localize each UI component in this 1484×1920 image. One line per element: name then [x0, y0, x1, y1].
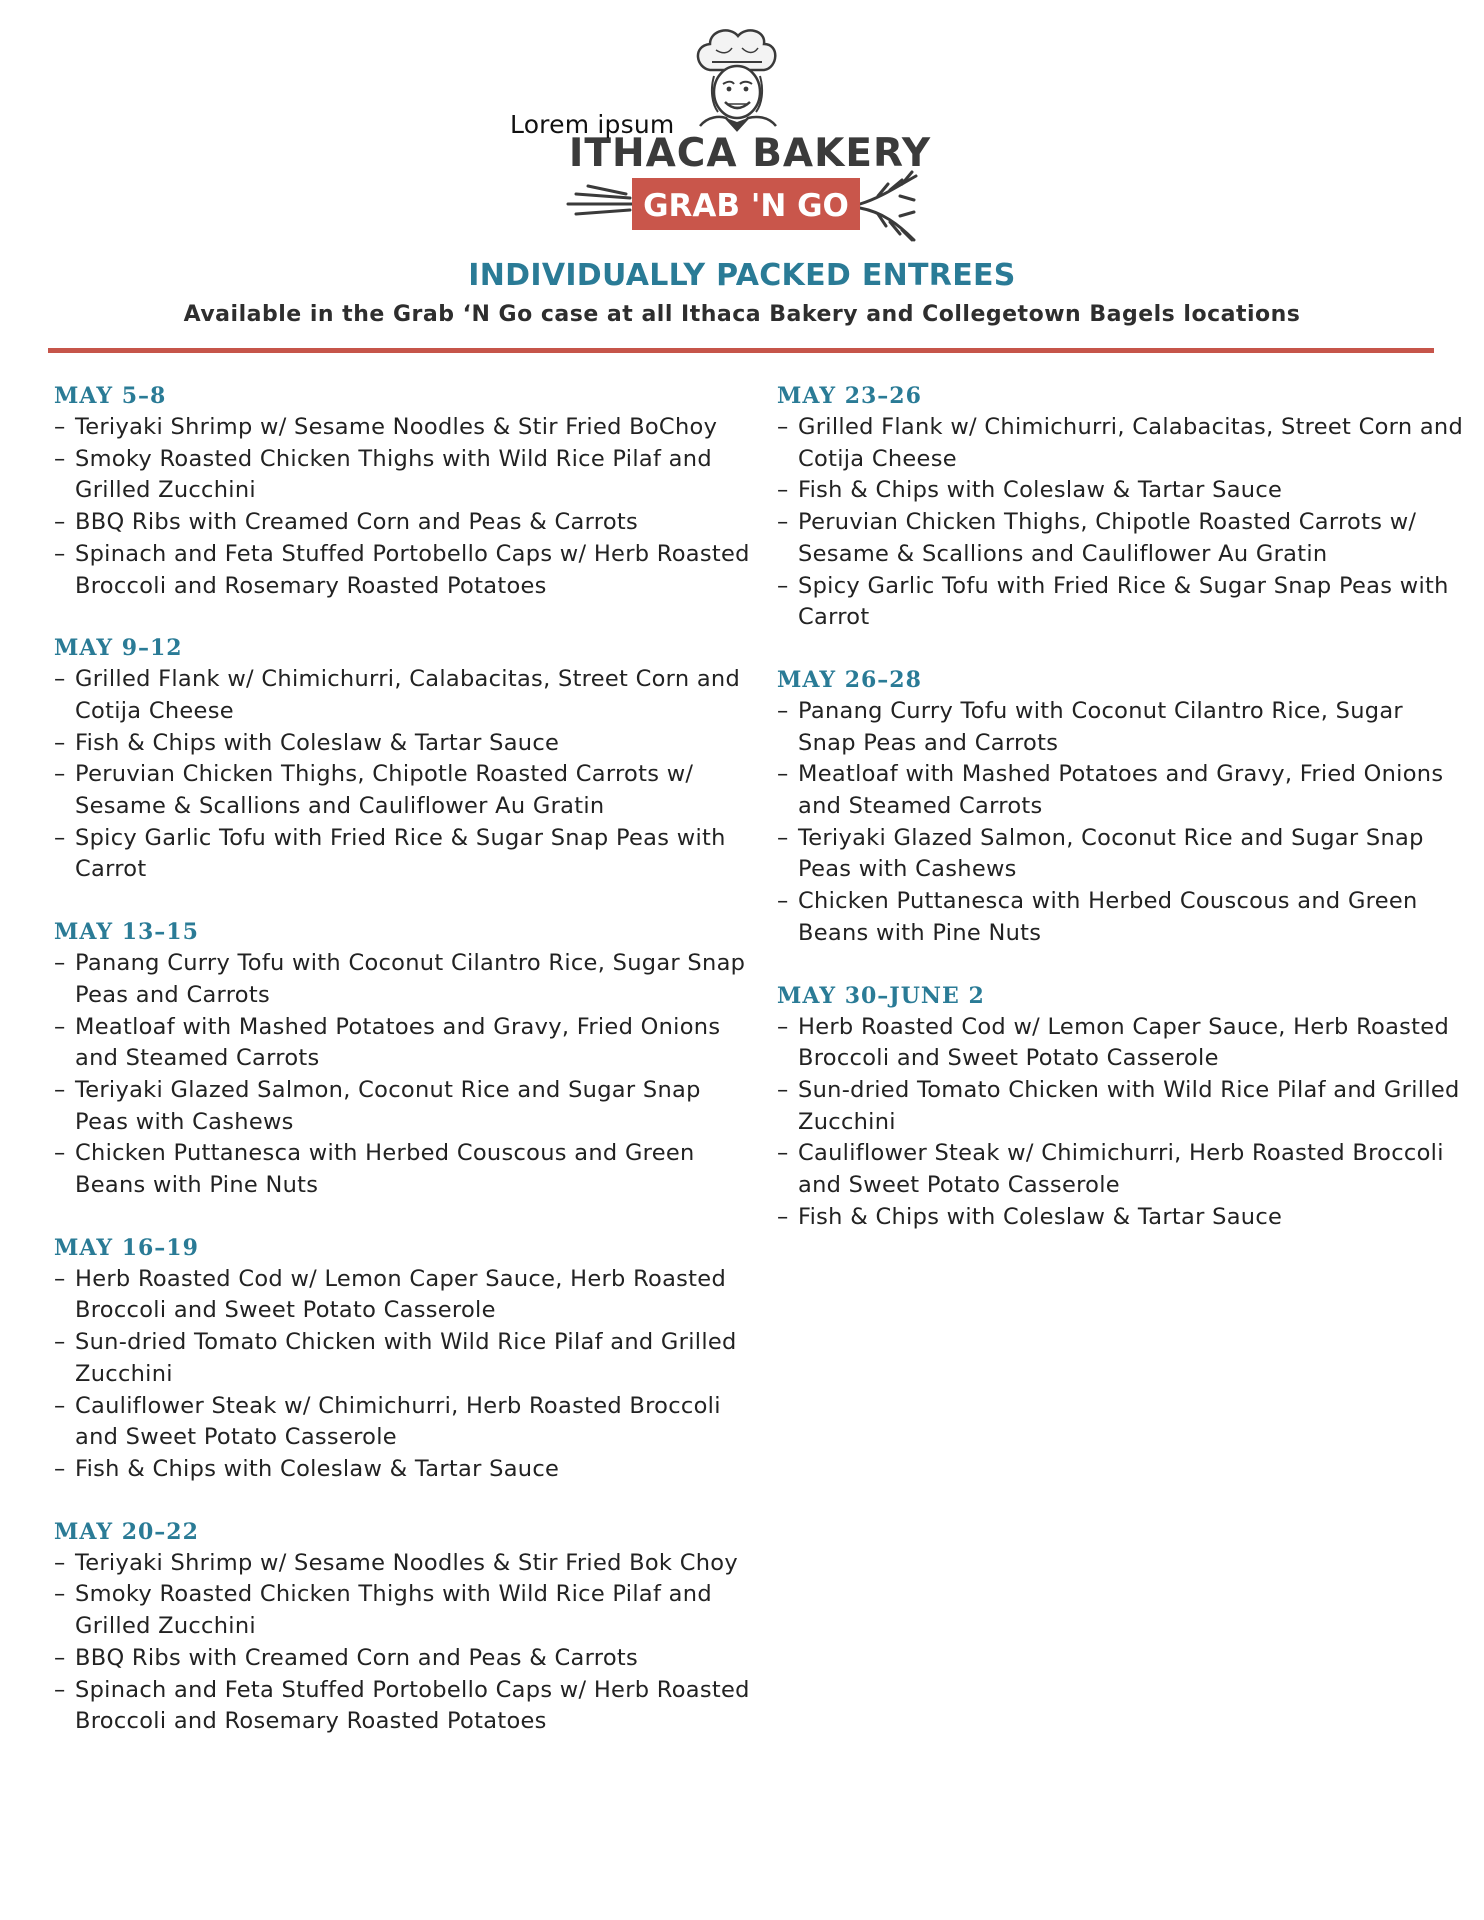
wheat-right-icon	[860, 172, 916, 240]
menu-section	[777, 980, 1467, 1234]
menu-item: – Teriyaki Glazed Salmon, Coconut Rice and Sugar Snap Peas with Cashews	[777, 823, 1467, 886]
menu-section	[54, 916, 754, 1202]
menu-item-list	[54, 948, 754, 1202]
page-title: INDIVIDUALLY PACKED ENTREES	[468, 258, 1016, 293]
menu-item: – Grilled Flank w/ Chimichurri, Calabacitas, Street Corn and Cotija Cheese	[54, 664, 754, 727]
menu-column-left	[54, 380, 754, 1768]
menu-item: – Chicken Puttanesca with Herbed Couscous and Green Beans with Pine Nuts	[54, 1138, 754, 1201]
menu-section	[54, 632, 754, 886]
menu-item: – BBQ Ribs with Creamed Corn and Peas & Carrots	[54, 507, 754, 539]
menu-item: – Sun-dried Tomato Chicken with Wild Rice Pilaf and Grilled Zucchini	[54, 1327, 754, 1390]
menu-item: – Smoky Roasted Chicken Thighs with Wild Rice Pilaf and Grilled Zucchini	[54, 444, 754, 507]
menu-item: – Fish & Chips with Coleslaw & Tartar Sauce	[777, 475, 1467, 507]
menu-item: – Sun-dried Tomato Chicken with Wild Rice Pilaf and Grilled Zucchini	[777, 1075, 1467, 1138]
menu-item: – Grilled Flank w/ Chimichurri, Calabacitas, Street Corn and Cotija Cheese	[777, 412, 1467, 475]
menu-item: – Peruvian Chicken Thighs, Chipotle Roasted Carrots w/ Sesame & Scallions and Cauliflower Au Gratin	[54, 759, 754, 822]
divider	[48, 348, 1434, 353]
menu-item: – Teriyaki Shrimp w/ Sesame Noodles & Stir Fried BoChoy	[54, 412, 754, 444]
menu-item: – Fish & Chips with Coleslaw & Tartar Sauce	[777, 1202, 1467, 1234]
menu-item: – Fish & Chips with Coleslaw & Tartar Sauce	[54, 728, 754, 760]
menu-item: – Spinach and Feta Stuffed Portobello Caps w/ Herb Roasted Broccoli and Rosemary Roasted Potatoes	[54, 539, 754, 602]
menu-section	[54, 1232, 754, 1486]
menu-item: – Spicy Garlic Tofu with Fried Rice & Sugar Snap Peas with Carrot	[777, 571, 1467, 634]
lorem-ipsum-text: Lorem ipsum	[510, 110, 675, 139]
menu-item-list	[54, 1548, 754, 1738]
menu-section	[777, 664, 1467, 950]
menu-item-list	[777, 412, 1467, 634]
menu-item: – Cauliflower Steak w/ Chimichurri, Herb Roasted Broccoli and Sweet Potato Casserole	[54, 1391, 754, 1454]
menu-item: – Cauliflower Steak w/ Chimichurri, Herb Roasted Broccoli and Sweet Potato Casserole	[777, 1138, 1467, 1201]
menu-item: – Chicken Puttanesca with Herbed Couscous and Green Beans with Pine Nuts	[777, 886, 1467, 949]
menu-section	[54, 1516, 754, 1738]
section-date: MAY 30–JUNE 2	[777, 982, 985, 1009]
menu-item: – Smoky Roasted Chicken Thighs with Wild Rice Pilaf and Grilled Zucchini	[54, 1579, 754, 1642]
menu-item: – Teriyaki Glazed Salmon, Coconut Rice and Sugar Snap Peas with Cashews	[54, 1075, 754, 1138]
page-subtitle: Available in the Grab ‘N Go case at all Ithaca Bakery and Collegetown Bagels locations	[183, 302, 1301, 327]
menu-item: – Teriyaki Shrimp w/ Sesame Noodles & Stir Fried Bok Choy	[54, 1548, 754, 1580]
menu-item: – Fish & Chips with Coleslaw & Tartar Sauce	[54, 1454, 754, 1486]
menu-item: – Meatloaf with Mashed Potatoes and Gravy, Fried Onions and Steamed Carrots	[54, 1012, 754, 1075]
menu-item: – Spinach and Feta Stuffed Portobello Caps w/ Herb Roasted Broccoli and Rosemary Roasted Potatoes	[54, 1675, 754, 1738]
menu-section	[777, 380, 1467, 634]
menu-item: – Peruvian Chicken Thighs, Chipotle Roasted Carrots w/ Sesame & Scallions and Cauliflower Au Gratin	[777, 507, 1467, 570]
menu-section	[54, 380, 754, 602]
section-date: MAY 13–15	[54, 919, 199, 946]
menu-item: – Spicy Garlic Tofu with Fried Rice & Sugar Snap Peas with Carrot	[54, 823, 754, 886]
ithaca-bakery-logo	[560, 26, 940, 256]
menu-item: – Herb Roasted Cod w/ Lemon Caper Sauce, Herb Roasted Broccoli and Sweet Potato Casserole	[777, 1012, 1467, 1075]
section-date: MAY 20–22	[54, 1518, 199, 1545]
chef-icon	[698, 30, 776, 130]
menu-item: – Panang Curry Tofu with Coconut Cilantro Rice, Sugar Snap Peas and Carrots	[54, 948, 754, 1011]
menu-item: – BBQ Ribs with Creamed Corn and Peas & Carrots	[54, 1643, 754, 1675]
menu-item: – Meatloaf with Mashed Potatoes and Gravy, Fried Onions and Steamed Carrots	[777, 759, 1467, 822]
banner-text: GRAB 'N GO	[643, 188, 849, 224]
menu-item-list	[54, 1264, 754, 1486]
wheat-left-icon	[568, 186, 634, 214]
section-date: MAY 9–12	[54, 635, 183, 662]
menu-item: – Panang Curry Tofu with Coconut Cilantro Rice, Sugar Snap Peas and Carrots	[777, 696, 1467, 759]
menu-item-list	[54, 664, 754, 886]
logo-brand-text: ITHACA BAKERY	[568, 131, 932, 176]
section-date: MAY 5–8	[54, 383, 167, 409]
menu-item-list	[777, 696, 1467, 950]
menu-item-list	[54, 412, 754, 602]
section-date: MAY 23–26	[777, 383, 922, 409]
section-date: MAY 26–28	[777, 666, 922, 693]
menu-item: – Herb Roasted Cod w/ Lemon Caper Sauce, Herb Roasted Broccoli and Sweet Potato Casserole	[54, 1264, 754, 1327]
menu-column-right	[777, 380, 1467, 1263]
menu-item-list	[777, 1012, 1467, 1234]
section-date: MAY 16–19	[54, 1234, 199, 1261]
